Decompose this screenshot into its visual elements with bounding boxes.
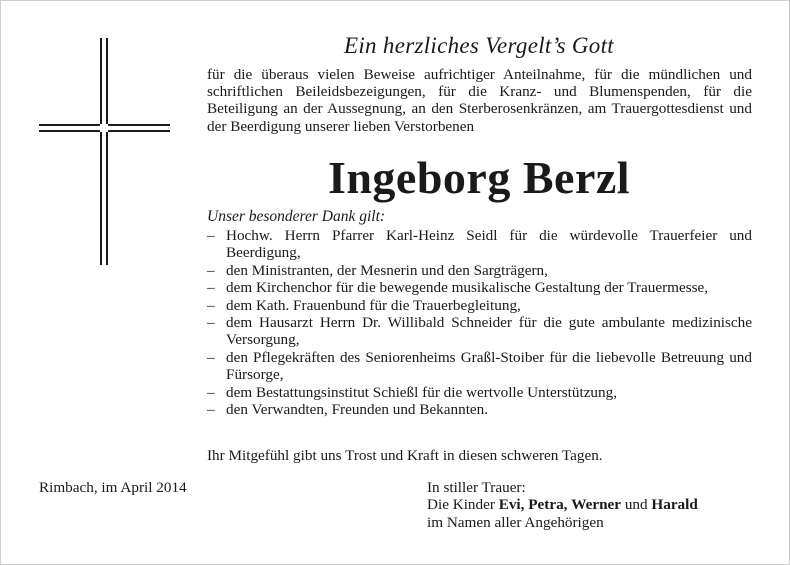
deceased-name: Ingeborg Berzl [327, 152, 631, 203]
thanks-item [207, 297, 752, 314]
thanks-item-text: den Pflegekräften des Seniorenheims Graßl-Stoiber für die liebevolle Betreuung und Fürsorge, [226, 348, 752, 384]
signature-and: und [624, 496, 648, 514]
closing-sentence: Ihr Mitgefühl gibt uns Trost und Kraft in diesen schweren Tagen. [207, 447, 603, 464]
cross-icon [100, 38, 108, 265]
signature-block [427, 479, 698, 531]
thanks-item [207, 349, 752, 384]
child-name: Evi [498, 496, 521, 514]
thanks-item-text: den Verwandten, Freunden und Bekannten. [226, 401, 489, 419]
thanks-title: Unser besonderer Dank gilt: [207, 208, 386, 225]
thanks-item [207, 384, 752, 401]
dash-marker: – [207, 279, 215, 297]
thanks-item [207, 314, 752, 349]
name-separator: , [563, 496, 568, 514]
thanks-item-text: dem Bestattungsinstitut Schießl für die wertvolle Unterstützung, [226, 383, 618, 401]
thanks-list [207, 227, 752, 418]
signature-line-2 [427, 496, 698, 513]
dash-marker: – [207, 401, 215, 419]
name-separator: , [520, 496, 525, 514]
dash-marker: – [207, 314, 215, 332]
thanks-item [207, 227, 752, 262]
dash-marker: – [207, 296, 215, 314]
thanks-item-text: dem Hausarzt Herrn Dr. Willibald Schneider für die gute ambulante medizinische Versorgung, [226, 314, 752, 349]
dash-marker: – [207, 227, 215, 244]
child-name: Harald [651, 496, 698, 514]
cross-vertical-line-right [106, 38, 108, 265]
thanks-item-text: den Ministranten, der Mesnerin und den Sargträgern, [226, 261, 548, 279]
signature-prefix: Die Kinder [427, 496, 495, 514]
thanks-item [207, 401, 752, 418]
signature-line-1: In stiller Trauer: [427, 479, 526, 496]
cross-vertical-line-left [100, 38, 102, 265]
dash-marker: – [207, 383, 215, 401]
intro-paragraph: für die überaus vielen Beweise aufrichtiger Anteilnahme, für die mündlichen und schriftlichen Beileidsbezeigungen, für die Kranz- und Blumenspenden, für die Beteiligung an der Aussegnung, an den Sterberosenkränzen, am Trauergottesdienst und der Beerdigung unserer lieben Verstorbenen [207, 66, 752, 135]
cross-center-gap [100, 124, 108, 132]
dash-marker: – [207, 261, 215, 279]
thanks-item-text: Hochw. Herrn Pfarrer Karl-Heinz Seidl für die würdevolle Trauerfeier und Beerdigung, [226, 227, 752, 262]
dash-marker: – [207, 348, 215, 366]
child-name: Werner [571, 496, 622, 514]
thanks-item-text: dem Kirchenchor für die bewegende musikalische Gestaltung der Trauermesse, [226, 279, 709, 297]
thanks-item [207, 262, 752, 279]
notice-heading: Ein herzliches Vergelt’s Gott [344, 33, 614, 58]
place-date: Rimbach, im April 2014 [39, 479, 187, 496]
thanks-item [207, 279, 752, 296]
thanks-item-text: dem Kath. Frauenbund für die Trauerbegleitung, [226, 296, 521, 314]
child-name: Petra [528, 496, 564, 514]
signature-line-3: im Namen aller Angehörigen [427, 513, 604, 531]
